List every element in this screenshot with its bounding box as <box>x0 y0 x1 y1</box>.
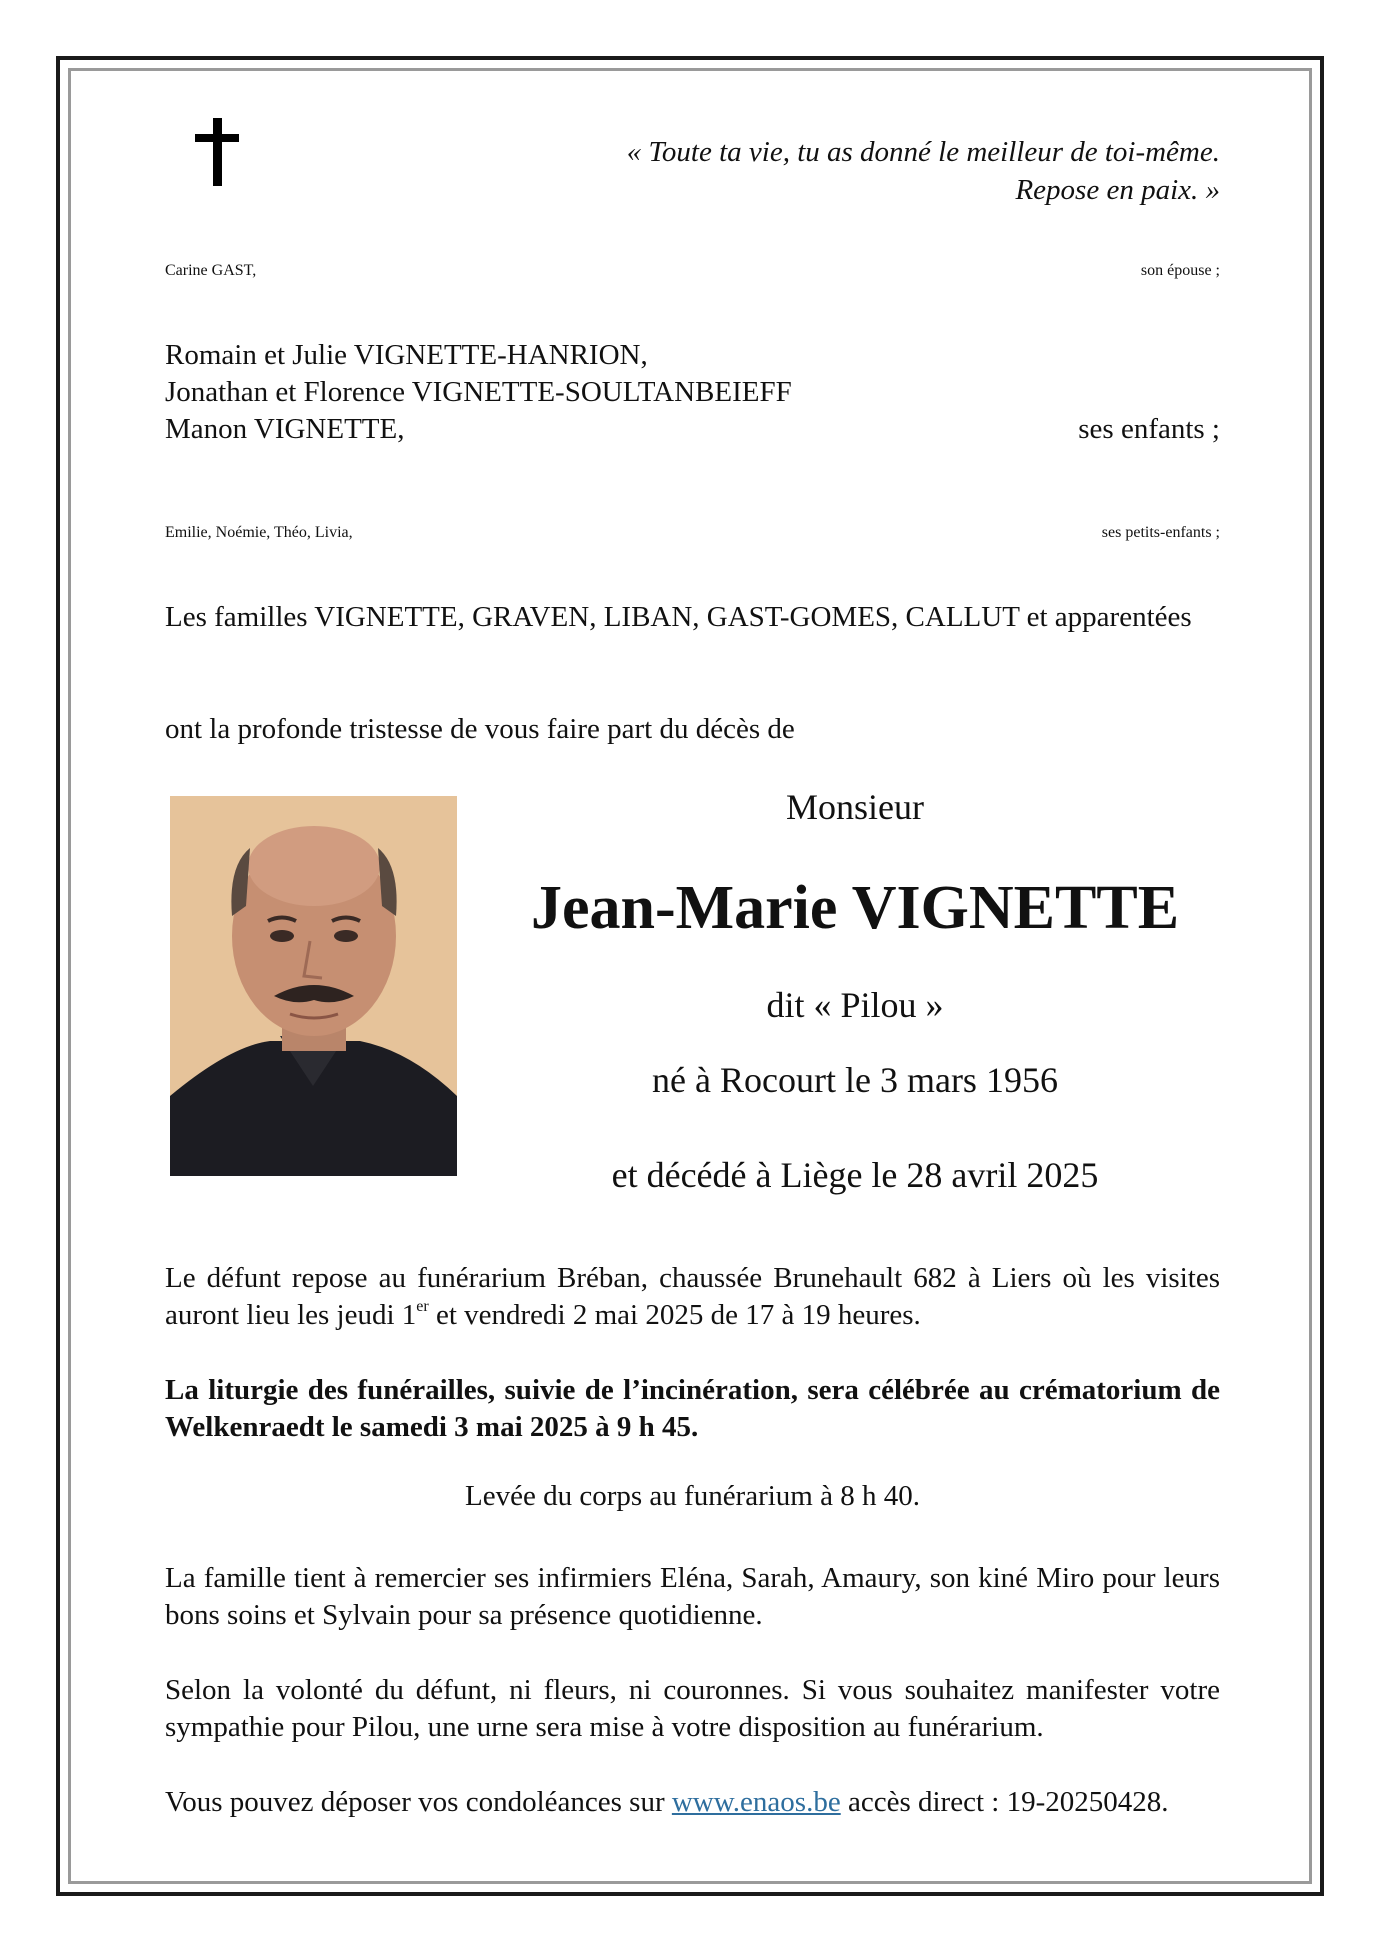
families-text: Les familles VIGNETTE, GRAVEN, LIBAN, GAST-GOMES, CALLUT et apparentées <box>165 601 1192 633</box>
spouse-role: son épouse ; <box>1140 262 1220 279</box>
spouse-row <box>165 262 1220 280</box>
child-line-3-row <box>165 411 1220 448</box>
thanks-paragraph: La famille tient à remercier ses infirmiers Eléna, Sarah, Amaury, son kiné Miro pour leurs bons soins et Sylvain pour sa présence quotidienne. <box>165 1562 1220 1631</box>
deceased-name: Jean-Marie VIGNETTE <box>530 874 1180 942</box>
quote-line-2: Repose en paix. » <box>1015 174 1220 206</box>
visits-text-2: et vendredi 2 mai 2025 de 17 à 19 heures. <box>428 1299 921 1331</box>
levee-text: Levée du corps au funérarium à 8 h 40. <box>465 1480 920 1512</box>
children-block <box>165 337 1220 448</box>
visits-sup: er <box>416 1298 429 1316</box>
deceased-nickname: dit « Pilou » <box>766 985 944 1025</box>
deceased-title: Monsieur <box>786 787 924 827</box>
enaos-link[interactable]: www.enaos.be <box>671 1786 841 1818</box>
cross-icon <box>193 118 241 186</box>
child-line-2: Jonathan et Florence VIGNETTE-SOULTANBEIEFF <box>165 376 792 408</box>
child-line-1: Romain et Julie VIGNETTE-HANRION, <box>165 339 648 371</box>
grandchildren-role: ses petits-enfants ; <box>1101 524 1220 541</box>
quote-line-1: « Toute ta vie, tu as donné le meilleur de toi-même. <box>626 136 1220 168</box>
visits-text-1: Le défunt repose au funérarium Bréban, chaussée Brunehault 682 à Liers où les visites auront lieu les jeudi 1 <box>165 1262 1220 1331</box>
condolences-before: Vous pouvez déposer vos condoléances sur <box>165 1786 672 1818</box>
condolences-paragraph <box>165 1784 1220 1821</box>
spouse-name: Carine GAST, <box>165 262 257 279</box>
deceased-death: et décédé à Liège le 28 avril 2025 <box>611 1155 1099 1195</box>
announcement-text: ont la profonde tristesse de vous faire part du décès de <box>165 713 795 745</box>
deceased-photo <box>170 796 457 1176</box>
flowers-paragraph: Selon la volonté du défunt, ni fleurs, ni couronnes. Si vous souhaitez manifester votre sympathie pour Pilou, une urne sera mise à votre disposition au funérarium. <box>165 1674 1220 1743</box>
condolences-after: accès direct : 19-20250428. <box>840 1786 1169 1818</box>
visits-paragraph <box>165 1260 1220 1334</box>
grandchildren-names: Emilie, Noémie, Théo, Livia, <box>165 524 353 541</box>
grandchildren-row <box>165 524 1220 542</box>
deceased-birth: né à Rocourt le 3 mars 1956 <box>652 1060 1058 1100</box>
child-line-3: Manon VIGNETTE, <box>165 413 405 445</box>
children-role: ses enfants ; <box>1078 413 1220 445</box>
epitaph-quote <box>627 133 1220 209</box>
liturgy-paragraph: La liturgie des funérailles, suivie de l’incinération, sera célébrée au crématorium de Welkenraedt le samedi 3 mai 2025 à 9 h 45. <box>165 1374 1220 1443</box>
